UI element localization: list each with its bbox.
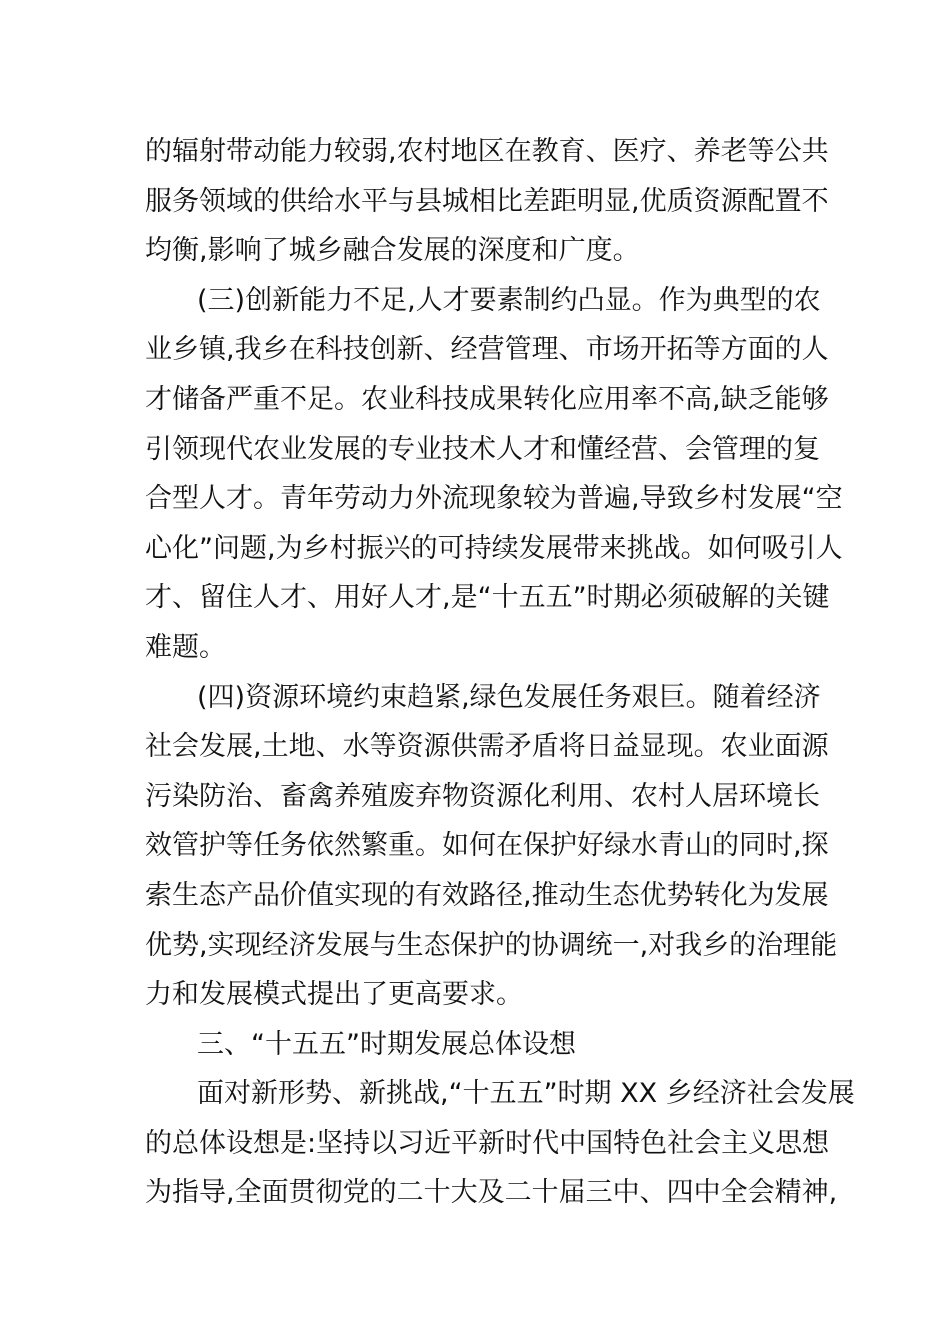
- text-line: 均衡,影响了城乡融合发展的深度和广度。: [145, 235, 640, 267]
- text-line: 服务领域的供给水平与县城相比差距明显,优质资源配置不: [145, 185, 829, 217]
- text-line: (三)创新能力不足,人才要素制约凸显。作为典型的农: [197, 284, 821, 316]
- text-line: 为指导,全面贯彻党的二十大及二十届三中、四中全会精神,: [145, 1177, 838, 1209]
- text-line: 优势,实现经济发展与生态保护的协调统一,对我乡的治理能: [145, 929, 838, 961]
- text-line: (四)资源环境约束趋紧,绿色发展任务艰巨。随着经济: [197, 681, 821, 713]
- text-line: 业乡镇,我乡在科技创新、经营管理、市场开拓等方面的人: [145, 334, 829, 366]
- text-line: 效管护等任务依然繁重。如何在保护好绿水青山的同时,探: [145, 830, 829, 862]
- text-line: 污染防治、畜禽养殖废弃物资源化利用、农村人居环境长: [145, 780, 820, 812]
- heading-text: 三、“十五五”时期发展总体设想: [197, 1028, 576, 1060]
- text-line: 的总体设想是:坚持以习近平新时代中国特色社会主义思想: [145, 1127, 830, 1159]
- document-page: [145, 127, 855, 1218]
- text-line: 合型人才。青年劳动力外流现象较为普遍,导致乡村发展“空: [145, 483, 843, 515]
- paragraph-overview: [145, 1069, 855, 1218]
- text-line: 才储备严重不足。农业科技成果转化应用率不高,缺乏能够: [145, 383, 829, 415]
- text-line: 面对新形势、新挑战,“十五五”时期 XX 乡经济社会发展: [197, 1078, 855, 1110]
- text-line: 索生态产品价值实现的有效路径,推动生态优势转化为发展: [145, 879, 829, 911]
- section-heading-3: [145, 1020, 809, 1070]
- text-line: 难题。: [145, 631, 226, 663]
- text-line: 心化”问题,为乡村振兴的可持续发展带来挑战。如何吸引人: [145, 532, 843, 564]
- paragraph-continuation: [145, 127, 829, 276]
- text-line: 的辐射带动能力较弱,农村地区在教育、医疗、养老等公共: [145, 136, 829, 167]
- text-line: 社会发展,土地、水等资源供需矛盾将日益显现。农业面源: [145, 731, 829, 763]
- text-line: 才、留住人才、用好人才,是“十五五”时期必须破解的关键: [145, 582, 830, 614]
- text-line: 力和发展模式提出了更高要求。: [145, 979, 523, 1011]
- text-line: 引领现代农业发展的专业技术人才和懂经营、会管理的复: [145, 433, 820, 465]
- paragraph-section-4: [145, 673, 838, 1020]
- paragraph-section-3: [145, 276, 843, 673]
